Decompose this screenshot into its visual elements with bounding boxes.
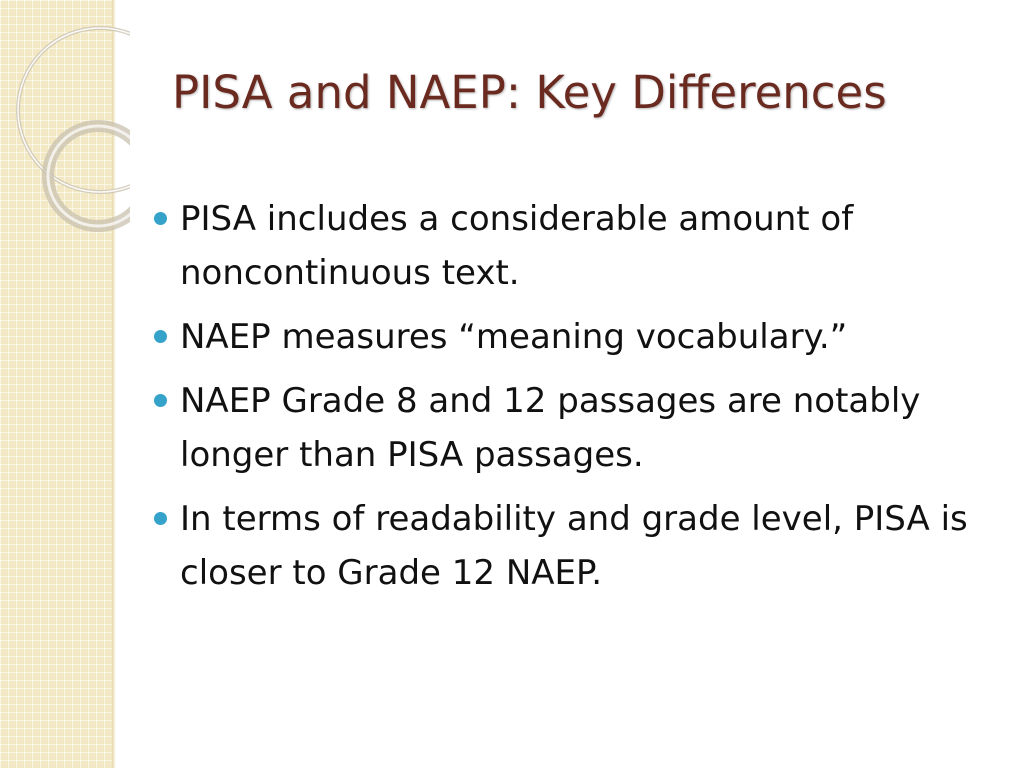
slide-title: PISA and NAEP: Key Differences [172, 66, 887, 119]
bullet-dot-icon [154, 330, 167, 343]
decorative-ring-large [18, 28, 130, 192]
bullet-item [150, 192, 1000, 300]
decorative-rings [0, 0, 130, 260]
bullet-dot-icon [154, 212, 167, 225]
bullet-text: PISA includes a considerable amount of noncontinuous text. [180, 199, 854, 293]
bullet-dot-icon [154, 394, 167, 407]
bullet-item [150, 310, 1000, 364]
bullet-list [150, 192, 1000, 610]
bullet-item [150, 492, 1000, 600]
decorative-ring-large-highlight [18, 28, 130, 192]
decorative-ring-small-highlight [48, 126, 130, 226]
bullet-item [150, 374, 1000, 482]
bullet-dot-icon [154, 512, 167, 525]
bullet-text: In terms of readability and grade level, PISA is closer to Grade 12 NAEP. [180, 499, 968, 593]
bullet-text: NAEP measures “meaning vocabulary.” [180, 317, 848, 357]
bullet-text: NAEP Grade 8 and 12 passages are notably longer than PISA passages. [180, 381, 921, 475]
